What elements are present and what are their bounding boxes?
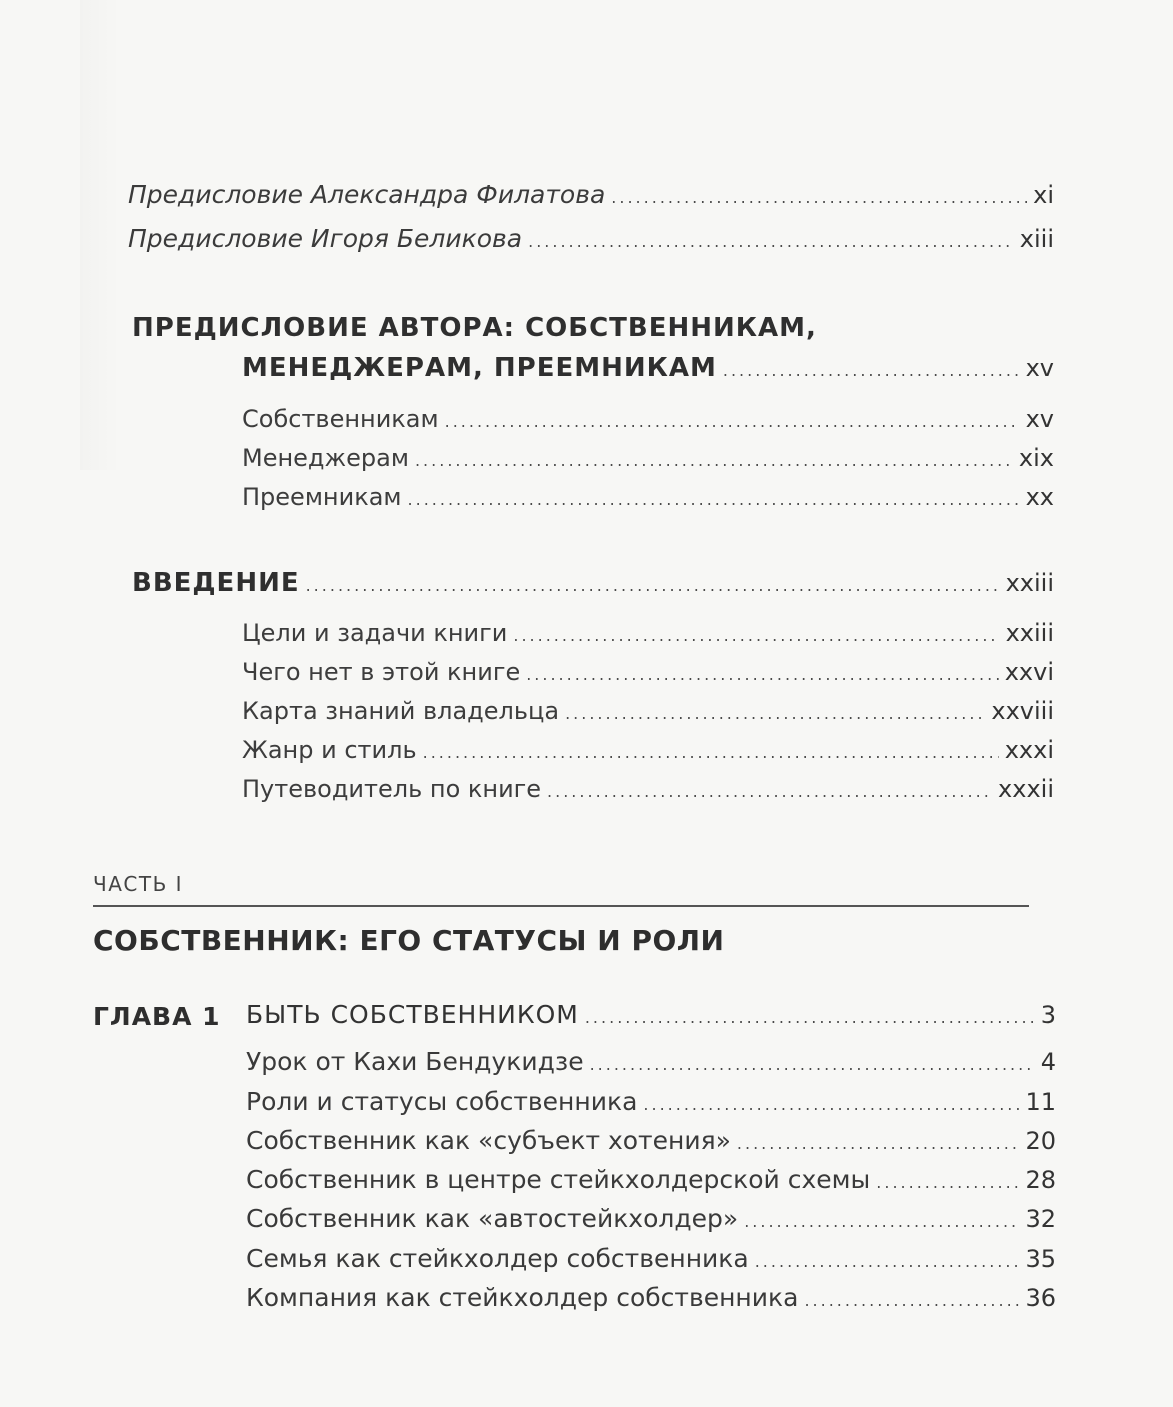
- toc-entry-successors[interactable]: [242, 483, 1054, 511]
- leader-dots: [445, 412, 1020, 431]
- page-bleed-shadow: [80, 0, 120, 470]
- toc-entry-label: Цели и задачи книги: [242, 619, 508, 647]
- leader-dots: [513, 626, 999, 645]
- leader-dots: [423, 743, 999, 762]
- toc-entry-ch1-subject[interactable]: [246, 1126, 1056, 1155]
- toc-entry-page: 32: [1025, 1205, 1056, 1233]
- toc-entry-label: Предисловие Игоря Беликова: [128, 224, 523, 253]
- toc-entry-managers[interactable]: [242, 444, 1054, 472]
- toc-entry-page: 28: [1025, 1166, 1056, 1194]
- leader-dots: [547, 782, 992, 801]
- toc-heading-author-preface-line1: [132, 313, 817, 343]
- leader-dots: [643, 1095, 1019, 1114]
- toc-entry-goals[interactable]: [242, 619, 1054, 647]
- toc-entry-ch1-center[interactable]: [246, 1165, 1056, 1194]
- toc-entry-knowledge-map[interactable]: [242, 697, 1054, 725]
- leader-dots: [590, 1055, 1035, 1074]
- toc-entry-page: xix: [1018, 444, 1054, 472]
- toc-entry-label: Жанр и стиль: [242, 736, 417, 764]
- toc-entry-page: xv: [1025, 405, 1054, 433]
- toc-entry-page: xxviii: [991, 697, 1054, 725]
- chapter-title: БЫТЬ СОБСТВЕННИКОМ: [246, 1000, 579, 1029]
- toc-entry-label: Чего нет в этой книге: [242, 658, 521, 686]
- part-title: СОБСТВЕННИК: ЕГО СТАТУСЫ И РОЛИ: [93, 924, 725, 957]
- toc-entry-page: xxxii: [998, 775, 1054, 803]
- leader-dots: [723, 361, 1020, 380]
- toc-entry-label: Семья как стейкхолдер собственника: [246, 1244, 749, 1273]
- toc-entry-page: xxvi: [1004, 658, 1054, 686]
- toc-entry-owners[interactable]: [242, 405, 1054, 433]
- toc-entry-label: Урок от Кахи Бендукидзе: [246, 1047, 584, 1076]
- toc-entry-label: Собственник как «субъект хотения»: [246, 1126, 731, 1155]
- leader-dots: [755, 1252, 1020, 1271]
- leader-dots: [585, 1008, 1035, 1027]
- toc-entry-label: Роли и статусы собственника: [246, 1087, 638, 1116]
- toc-entry-page: xxxi: [1004, 736, 1054, 764]
- leader-dots: [744, 1212, 1019, 1231]
- toc-entry-page: xi: [1033, 181, 1054, 209]
- toc-entry-page: 3: [1040, 1001, 1056, 1029]
- toc-entry-label: Преемникам: [242, 483, 402, 511]
- toc-entry-label: Компания как стейкхолдер собственника: [246, 1283, 799, 1312]
- toc-entry-page: 4: [1040, 1048, 1056, 1076]
- leader-dots: [306, 576, 1000, 595]
- toc-entry-ch1-autostakeholder[interactable]: [246, 1204, 1056, 1233]
- toc-entry-ch1-company[interactable]: [246, 1283, 1056, 1312]
- toc-entry-page: xx: [1025, 483, 1054, 511]
- toc-entry-page: xxiii: [1005, 569, 1054, 597]
- section-heading: МЕНЕДЖЕРАМ, ПРЕЕМНИКАМ: [242, 353, 717, 383]
- toc-entry-label: Путеводитель по книге: [242, 775, 542, 803]
- leader-dots: [526, 665, 999, 684]
- leader-dots: [737, 1134, 1020, 1153]
- toc-entry-page: 11: [1025, 1088, 1056, 1116]
- toc-entry-page: 20: [1025, 1127, 1056, 1155]
- leader-dots: [804, 1291, 1019, 1310]
- toc-heading-introduction[interactable]: [132, 568, 1054, 598]
- leader-dots: [565, 704, 985, 723]
- toc-entry-ch1-family[interactable]: [246, 1244, 1056, 1273]
- toc-entry-not-in-book[interactable]: [242, 658, 1054, 686]
- toc-entry-ch1-lesson[interactable]: [246, 1047, 1056, 1076]
- toc-entry-label: Собственникам: [242, 405, 439, 433]
- toc-entry-page: 35: [1025, 1245, 1056, 1273]
- toc-entry-label: Собственник в центре стейкхолдерской схемы: [246, 1165, 871, 1194]
- leader-dots: [528, 232, 1014, 251]
- leader-dots: [611, 188, 1027, 207]
- toc-entry-label: Собственник как «автостейкхолдер»: [246, 1204, 739, 1233]
- part-divider: [93, 905, 1029, 907]
- toc-entry-page: 36: [1025, 1284, 1056, 1312]
- chapter-number: ГЛАВА 1: [93, 1002, 221, 1031]
- leader-dots: [876, 1173, 1019, 1192]
- toc-heading-author-preface[interactable]: [242, 353, 1054, 383]
- toc-entry-page: xv: [1025, 354, 1054, 382]
- toc-entry-genre-style[interactable]: [242, 736, 1054, 764]
- section-heading: ВВЕДЕНИЕ: [132, 568, 300, 598]
- toc-entry-ch1-roles[interactable]: [246, 1087, 1056, 1116]
- toc-entry-guide[interactable]: [242, 775, 1054, 803]
- toc-entry-label: Предисловие Александра Филатова: [128, 180, 606, 209]
- toc-entry-page: xiii: [1019, 225, 1054, 253]
- section-heading: ПРЕДИСЛОВИЕ АВТОРА: СОБСТВЕННИКАМ,: [132, 313, 817, 343]
- part-label: ЧАСТЬ I: [93, 872, 184, 896]
- toc-entry-foreword-filatov[interactable]: [128, 180, 1054, 209]
- leader-dots: [408, 490, 1020, 509]
- toc-heading-chapter1[interactable]: [246, 1000, 1056, 1029]
- toc-entry-label: Карта знаний владельца: [242, 697, 560, 725]
- toc-entry-foreword-belikov[interactable]: [128, 224, 1054, 253]
- toc-entry-page: xxiii: [1005, 619, 1054, 647]
- toc-entry-label: Менеджерам: [242, 444, 409, 472]
- leader-dots: [415, 451, 1013, 470]
